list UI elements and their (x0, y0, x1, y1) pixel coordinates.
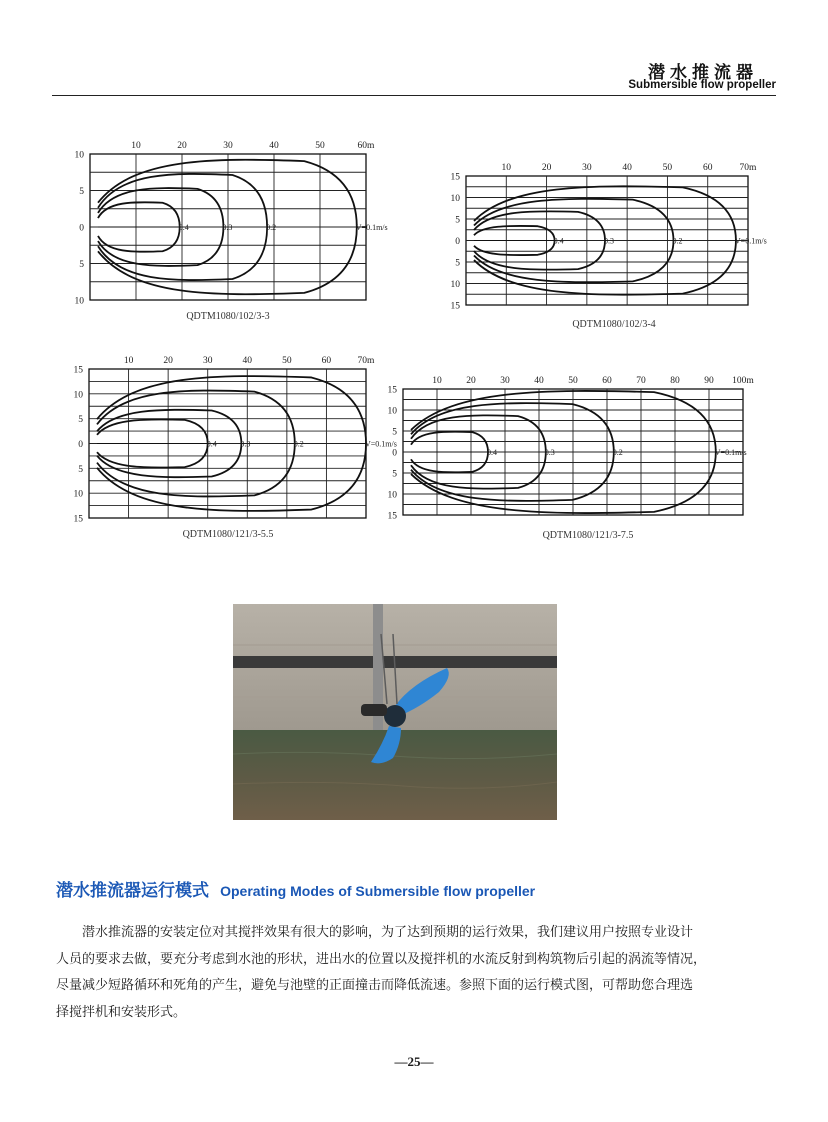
x-tick-label: 50 (662, 163, 673, 173)
x-tick-label: 50 (568, 376, 578, 386)
chart-caption-1: QDTM1080/102/3-3 (186, 311, 270, 322)
x-tick-label: 100m (732, 376, 754, 386)
x-tick-label: 70m (357, 356, 375, 366)
y-tick-label: 10 (74, 150, 84, 161)
section-title-en: Operating Modes of Submersible flow propeller (220, 883, 536, 899)
header-divider (52, 95, 776, 96)
x-tick-label: 60 (602, 376, 612, 386)
contour-label: 0.3 (544, 448, 555, 457)
y-tick-label: 5 (392, 469, 397, 480)
x-tick-label: 20 (177, 141, 187, 151)
chart-caption-4: QDTM1080/121/3-7.5 (542, 530, 634, 541)
y-tick-label: 5 (455, 215, 460, 226)
x-tick-label: 80 (670, 376, 680, 386)
y-tick-label: 10 (387, 406, 397, 417)
x-tick-label: 20 (466, 376, 476, 386)
y-tick-label: 5 (455, 258, 460, 269)
contour-label: 0.4 (553, 236, 564, 246)
contour-label: V=0.1m/s (365, 439, 397, 449)
x-tick-label: 10 (123, 356, 134, 366)
contour-label: V=0.1m/s (355, 223, 388, 232)
paragraph-line: 尽量减少短路循环和死角的产生，避免与池壁的正面撞击而降低流速。参照下面的运行模式图，可帮助您合理选 (56, 978, 694, 993)
x-tick-label: 20 (541, 163, 552, 173)
y-tick-label: 5 (78, 415, 83, 426)
x-tick-label: 90 (704, 376, 714, 386)
contour-label: 0.2 (672, 236, 683, 246)
paragraph-line: 择搅拌机和安装形式。 (56, 1004, 187, 1020)
x-tick-label: 60m (357, 141, 375, 151)
x-tick-label: 50 (282, 356, 292, 366)
section-title-cn: 潜水推流器运行模式 (56, 881, 209, 901)
y-tick-label: 5 (79, 260, 84, 270)
contour-label: 0.2 (293, 439, 304, 449)
contour-label: 0.3 (222, 223, 233, 232)
body-paragraph (56, 920, 776, 1026)
contour-label: V=0.1m/s (714, 448, 747, 457)
flow-chart-2 (440, 160, 780, 312)
contour-label: 0.2 (266, 223, 277, 232)
y-tick-label: 5 (392, 427, 397, 438)
y-tick-label: 10 (387, 490, 397, 501)
x-tick-label: 30 (202, 356, 213, 366)
y-tick-label: 5 (79, 187, 84, 197)
x-tick-label: 20 (163, 356, 173, 366)
y-tick-label: 0 (79, 223, 84, 234)
x-tick-label: 40 (622, 163, 632, 173)
contour-label: 0.3 (240, 439, 251, 449)
contour-label: 0.2 (612, 448, 623, 457)
flow-chart-1 (60, 138, 390, 308)
x-tick-label: 70 (636, 376, 646, 386)
y-tick-label: 15 (450, 301, 460, 312)
y-tick-label: 0 (78, 440, 83, 450)
y-tick-label: 10 (450, 194, 460, 204)
x-tick-label: 30 (582, 163, 592, 173)
y-tick-label: 0 (392, 448, 397, 459)
y-tick-label: 0 (455, 237, 460, 247)
paragraph-line: 人员的要求去做，要充分考虑到水池的形状，进出水的位置以及搅拌机的水流反射到构筑物后引起的涡流等情况， (56, 951, 707, 967)
propeller-photo (233, 604, 557, 820)
y-tick-label: 10 (450, 280, 460, 290)
paragraph-line: 潜水推流器的安装定位对其搅拌效果有很大的影响，为了达到预期的运行效果，我们建议用户按照专业设计 (82, 925, 694, 940)
y-tick-label: 10 (73, 390, 83, 401)
chart-caption-3: QDTM1080/121/3-5.5 (182, 529, 274, 540)
x-tick-label: 10 (131, 141, 141, 151)
header-title-cn: 潜水推流器 (648, 63, 758, 83)
y-tick-label: 15 (387, 511, 397, 522)
chart-caption-2: QDTM1080/102/3-4 (572, 319, 656, 330)
y-tick-label: 10 (74, 296, 84, 307)
x-tick-label: 40 (269, 141, 279, 151)
contour-label: 0.4 (178, 223, 189, 232)
x-tick-label: 70m (739, 163, 757, 173)
x-tick-label: 50 (315, 141, 325, 151)
x-tick-label: 40 (534, 376, 544, 386)
x-tick-label: 60 (321, 356, 332, 366)
flow-chart-3 (60, 352, 397, 525)
section-title (56, 876, 535, 901)
x-tick-label: 10 (501, 163, 512, 173)
y-tick-label: 15 (387, 385, 397, 396)
page-number: —25— (394, 1054, 434, 1069)
x-tick-label: 30 (500, 376, 510, 386)
y-tick-label: 15 (450, 172, 460, 183)
y-tick-label: 5 (78, 464, 83, 475)
header-title-en: Submersible flow propeller (628, 79, 776, 91)
contour-label: 0.3 (603, 236, 614, 246)
contour-label: 0.4 (487, 448, 497, 457)
x-tick-label: 30 (223, 141, 233, 151)
y-tick-label: 15 (73, 365, 83, 376)
contour-label: 0.4 (206, 439, 217, 449)
y-tick-label: 15 (73, 514, 83, 525)
y-tick-label: 10 (73, 489, 83, 500)
contour-label: V=0.1m/s (734, 236, 767, 246)
x-tick-label: 10 (432, 376, 442, 386)
x-tick-label: 60 (702, 163, 713, 173)
flow-chart-4 (375, 374, 780, 524)
x-tick-label: 40 (242, 356, 253, 366)
